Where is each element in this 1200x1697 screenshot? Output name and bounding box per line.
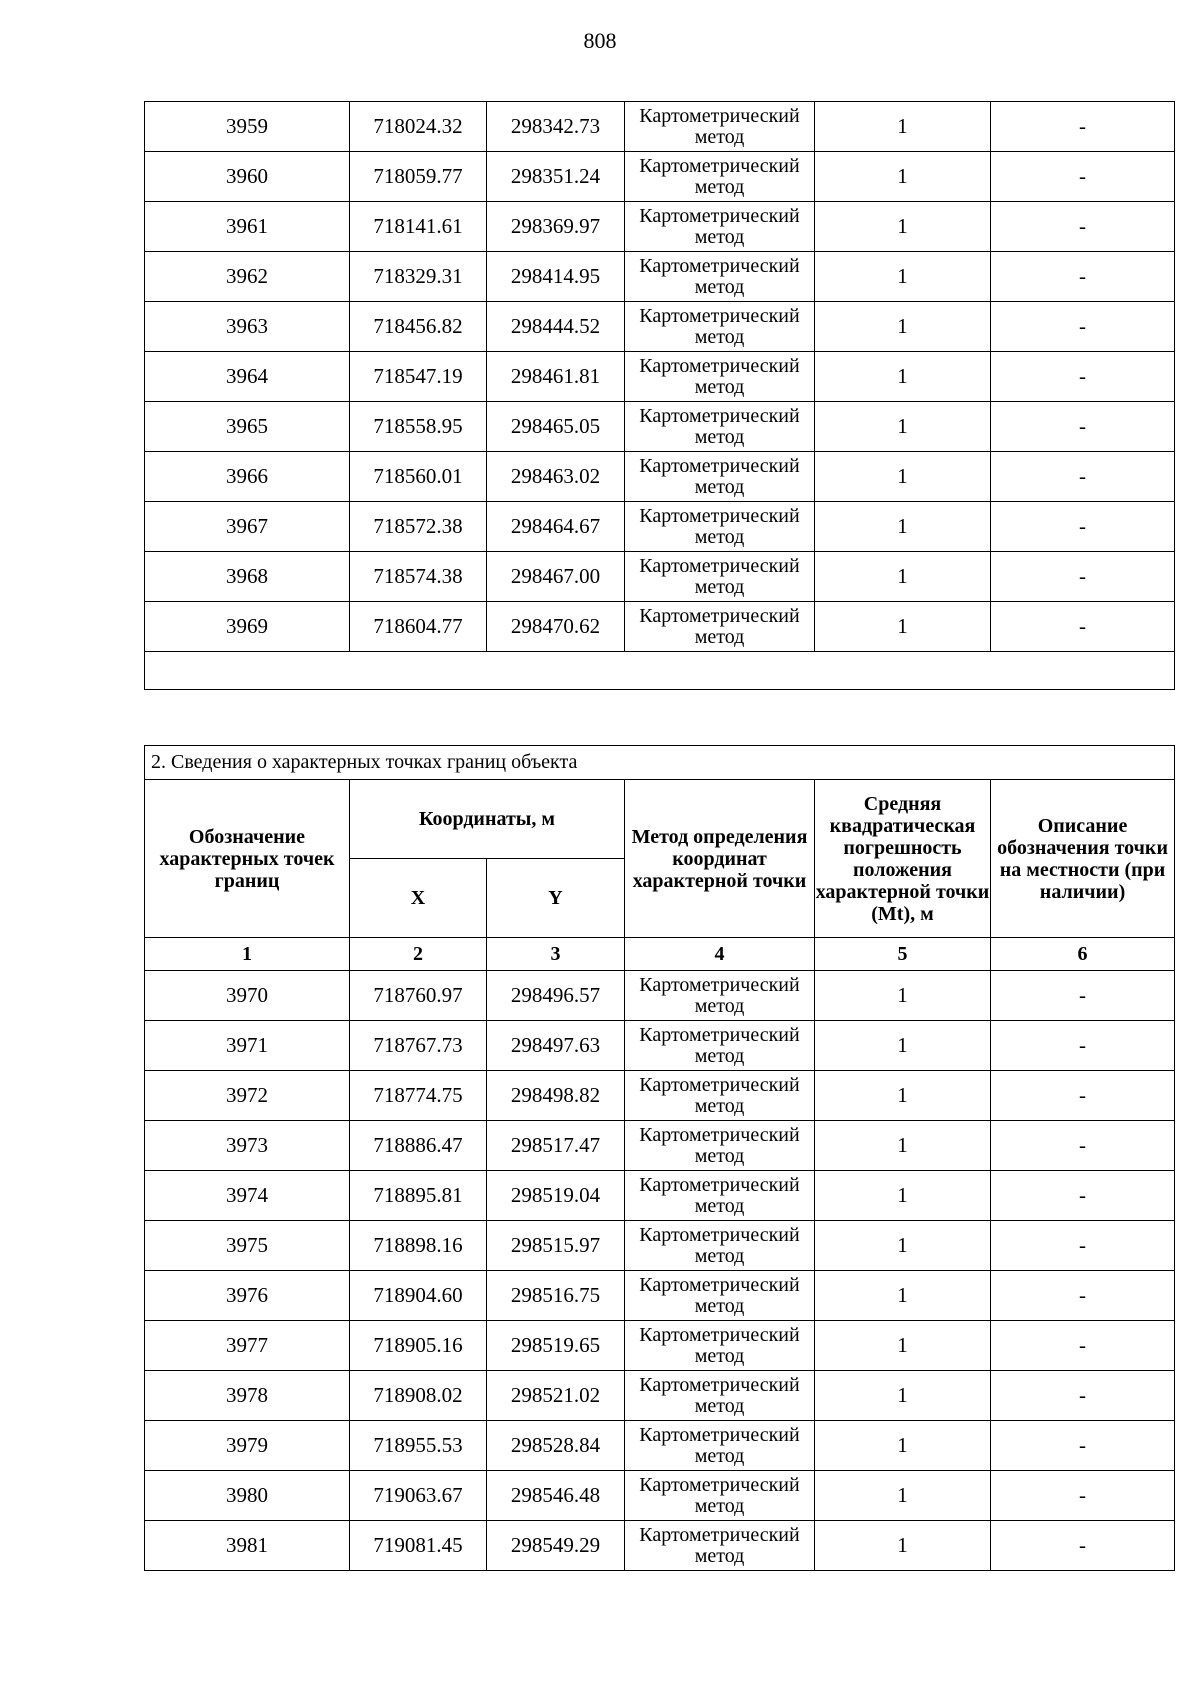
cell-method: Картометрический метод (625, 502, 815, 552)
cell-error: 1 (815, 202, 991, 252)
cell-method: Картометрический метод (625, 1021, 815, 1071)
cell-y: 298342.73 (487, 102, 625, 152)
cell-point-id: 3976 (145, 1271, 350, 1321)
cell-error: 1 (815, 971, 991, 1021)
cell-x: 719063.67 (350, 1471, 487, 1521)
cell-description: - (991, 252, 1175, 302)
cell-point-id: 3978 (145, 1371, 350, 1421)
table-row (145, 1221, 1175, 1271)
cell-error: 1 (815, 1371, 991, 1421)
cell-point-id: 3963 (145, 302, 350, 352)
cell-method: Картометрический метод (625, 102, 815, 152)
cell-method: Картометрический метод (625, 552, 815, 602)
table-row (145, 502, 1175, 552)
cell-method: Картометрический метод (625, 1121, 815, 1171)
cell-y: 298516.75 (487, 1271, 625, 1321)
table-row (145, 1421, 1175, 1471)
cell-error: 1 (815, 452, 991, 502)
cell-description: - (991, 602, 1175, 652)
cell-description: - (991, 1271, 1175, 1321)
cell-y: 298515.97 (487, 1221, 625, 1271)
cell-description: - (991, 1471, 1175, 1521)
table-row (145, 352, 1175, 402)
column-number: 4 (625, 938, 815, 971)
table-caption: 2. Сведения о характерных точках границ объекта (145, 746, 1175, 780)
empty-row (145, 652, 1175, 690)
cell-error: 1 (815, 552, 991, 602)
cell-y: 298444.52 (487, 302, 625, 352)
cell-y: 298546.48 (487, 1471, 625, 1521)
cell-method: Картометрический метод (625, 152, 815, 202)
cell-x: 718141.61 (350, 202, 487, 252)
cell-y: 298519.04 (487, 1171, 625, 1221)
cell-description: - (991, 1071, 1175, 1121)
cell-point-id: 3962 (145, 252, 350, 302)
cell-point-id: 3964 (145, 352, 350, 402)
cell-x: 718574.38 (350, 552, 487, 602)
header-x: X (350, 859, 487, 938)
table-row (145, 452, 1175, 502)
cell-point-id: 3966 (145, 452, 350, 502)
cell-error: 1 (815, 1321, 991, 1371)
column-number: 3 (487, 938, 625, 971)
cell-description: - (991, 1321, 1175, 1371)
cell-y: 298519.65 (487, 1321, 625, 1371)
table-row (145, 202, 1175, 252)
cell-error: 1 (815, 1421, 991, 1471)
cell-description: - (991, 1521, 1175, 1571)
cell-method: Картометрический метод (625, 252, 815, 302)
cell-x: 718760.97 (350, 971, 487, 1021)
header-description: Описание обозначения точки на местности (при наличии) (991, 780, 1175, 938)
cell-method: Картометрический метод (625, 1221, 815, 1271)
cell-error: 1 (815, 502, 991, 552)
cell-description: - (991, 102, 1175, 152)
cell-point-id: 3974 (145, 1171, 350, 1221)
cell-error: 1 (815, 252, 991, 302)
table-row (145, 1021, 1175, 1071)
cell-x: 718774.75 (350, 1071, 487, 1121)
cell-x: 718904.60 (350, 1271, 487, 1321)
cell-description: - (991, 552, 1175, 602)
cell-error: 1 (815, 1071, 991, 1121)
cell-method: Картометрический метод (625, 1371, 815, 1421)
cell-description: - (991, 1021, 1175, 1071)
header-method: Метод определения координат характерной точки (625, 780, 815, 938)
table-row (145, 1121, 1175, 1171)
table-body (145, 971, 1175, 1571)
cell-y: 298497.63 (487, 1021, 625, 1071)
cell-x: 719081.45 (350, 1521, 487, 1571)
cell-point-id: 3979 (145, 1421, 350, 1471)
cell-description: - (991, 1371, 1175, 1421)
cell-point-id: 3980 (145, 1471, 350, 1521)
table-row (145, 402, 1175, 452)
cell-description: - (991, 202, 1175, 252)
column-number: 5 (815, 938, 991, 971)
cell-method: Картометрический метод (625, 971, 815, 1021)
cell-method: Картометрический метод (625, 1521, 815, 1571)
cell-description: - (991, 971, 1175, 1021)
cell-point-id: 3969 (145, 602, 350, 652)
cell-x: 718908.02 (350, 1371, 487, 1421)
table-row (145, 152, 1175, 202)
cell-description: - (991, 352, 1175, 402)
cell-description: - (991, 402, 1175, 452)
cell-point-id: 3972 (145, 1071, 350, 1121)
cell-x: 718955.53 (350, 1421, 487, 1471)
cell-x: 718895.81 (350, 1171, 487, 1221)
cell-x: 718604.77 (350, 602, 487, 652)
cell-method: Картометрический метод (625, 1271, 815, 1321)
table-row (145, 1471, 1175, 1521)
cell-method: Картометрический метод (625, 1421, 815, 1471)
table-row (145, 1171, 1175, 1221)
header-error: Средняя квадратическая погрешность положения характерной точки (Mt), м (815, 780, 991, 938)
cell-x: 718024.32 (350, 102, 487, 152)
cell-error: 1 (815, 1021, 991, 1071)
cell-error: 1 (815, 152, 991, 202)
cell-y: 298414.95 (487, 252, 625, 302)
cell-method: Картометрический метод (625, 1321, 815, 1371)
column-number: 6 (991, 938, 1175, 971)
cell-description: - (991, 1421, 1175, 1471)
cell-y: 298463.02 (487, 452, 625, 502)
cell-x: 718456.82 (350, 302, 487, 352)
cell-y: 298528.84 (487, 1421, 625, 1471)
cell-method: Картометрический метод (625, 1171, 815, 1221)
cell-description: - (991, 1221, 1175, 1271)
table-row (145, 102, 1175, 152)
cell-x: 718767.73 (350, 1021, 487, 1071)
cell-description: - (991, 1171, 1175, 1221)
cell-y: 298461.81 (487, 352, 625, 402)
cell-point-id: 3959 (145, 102, 350, 152)
table-row (145, 971, 1175, 1021)
cell-x: 718547.19 (350, 352, 487, 402)
cell-description: - (991, 452, 1175, 502)
cell-method: Картометрический метод (625, 302, 815, 352)
cell-error: 1 (815, 302, 991, 352)
cell-y: 298549.29 (487, 1521, 625, 1571)
table-row (145, 1371, 1175, 1421)
cell-description: - (991, 502, 1175, 552)
cell-y: 298465.05 (487, 402, 625, 452)
cell-method: Картометрический метод (625, 352, 815, 402)
cell-method: Картометрический метод (625, 402, 815, 452)
page-number: 808 (583, 28, 617, 53)
table-row (145, 602, 1175, 652)
cell-error: 1 (815, 102, 991, 152)
cell-method: Картометрический метод (625, 452, 815, 502)
cell-y: 298369.97 (487, 202, 625, 252)
cell-x: 718558.95 (350, 402, 487, 452)
column-number: 2 (350, 938, 487, 971)
cell-x: 718886.47 (350, 1121, 487, 1171)
cell-error: 1 (815, 402, 991, 452)
cell-x: 718329.31 (350, 252, 487, 302)
cell-point-id: 3965 (145, 402, 350, 452)
cell-error: 1 (815, 1471, 991, 1521)
cell-x: 718059.77 (350, 152, 487, 202)
table-row (145, 1321, 1175, 1371)
cell-point-id: 3967 (145, 502, 350, 552)
column-number-row (145, 938, 1175, 971)
cell-point-id: 3960 (145, 152, 350, 202)
table-body (145, 102, 1175, 652)
cell-point-id: 3971 (145, 1021, 350, 1071)
header-y: Y (487, 859, 625, 938)
cell-method: Картометрический метод (625, 202, 815, 252)
cell-error: 1 (815, 1521, 991, 1571)
cell-method: Картометрический метод (625, 602, 815, 652)
cell-y: 298467.00 (487, 552, 625, 602)
cell-point-id: 3975 (145, 1221, 350, 1271)
cell-x: 718560.01 (350, 452, 487, 502)
cell-point-id: 3977 (145, 1321, 350, 1371)
table-row (145, 1521, 1175, 1571)
cell-error: 1 (815, 352, 991, 402)
header-point-designation: Обозначение характерных точек границ (145, 780, 350, 938)
cell-point-id: 3968 (145, 552, 350, 602)
column-number: 1 (145, 938, 350, 971)
cell-x: 718898.16 (350, 1221, 487, 1271)
cell-description: - (991, 152, 1175, 202)
empty-cell (145, 652, 1175, 690)
cell-point-id: 3961 (145, 202, 350, 252)
coordinates-table-continued (144, 101, 1175, 690)
cell-y: 298464.67 (487, 502, 625, 552)
cell-point-id: 3981 (145, 1521, 350, 1571)
header-coordinates: Координаты, м (350, 780, 625, 859)
cell-point-id: 3970 (145, 971, 350, 1021)
cell-method: Картометрический метод (625, 1071, 815, 1121)
cell-y: 298496.57 (487, 971, 625, 1021)
cell-y: 298351.24 (487, 152, 625, 202)
cell-y: 298521.02 (487, 1371, 625, 1421)
cell-error: 1 (815, 1171, 991, 1221)
boundary-points-table (144, 745, 1175, 1571)
cell-error: 1 (815, 1221, 991, 1271)
cell-error: 1 (815, 1121, 991, 1171)
table-row (145, 302, 1175, 352)
cell-point-id: 3973 (145, 1121, 350, 1171)
cell-x: 718572.38 (350, 502, 487, 552)
cell-error: 1 (815, 602, 991, 652)
table-row (145, 1271, 1175, 1321)
table-row (145, 552, 1175, 602)
cell-y: 298470.62 (487, 602, 625, 652)
table-row (145, 252, 1175, 302)
cell-method: Картометрический метод (625, 1471, 815, 1521)
cell-y: 298517.47 (487, 1121, 625, 1171)
cell-description: - (991, 1121, 1175, 1171)
cell-description: - (991, 302, 1175, 352)
cell-error: 1 (815, 1271, 991, 1321)
cell-y: 298498.82 (487, 1071, 625, 1121)
table-row (145, 1071, 1175, 1121)
cell-x: 718905.16 (350, 1321, 487, 1371)
